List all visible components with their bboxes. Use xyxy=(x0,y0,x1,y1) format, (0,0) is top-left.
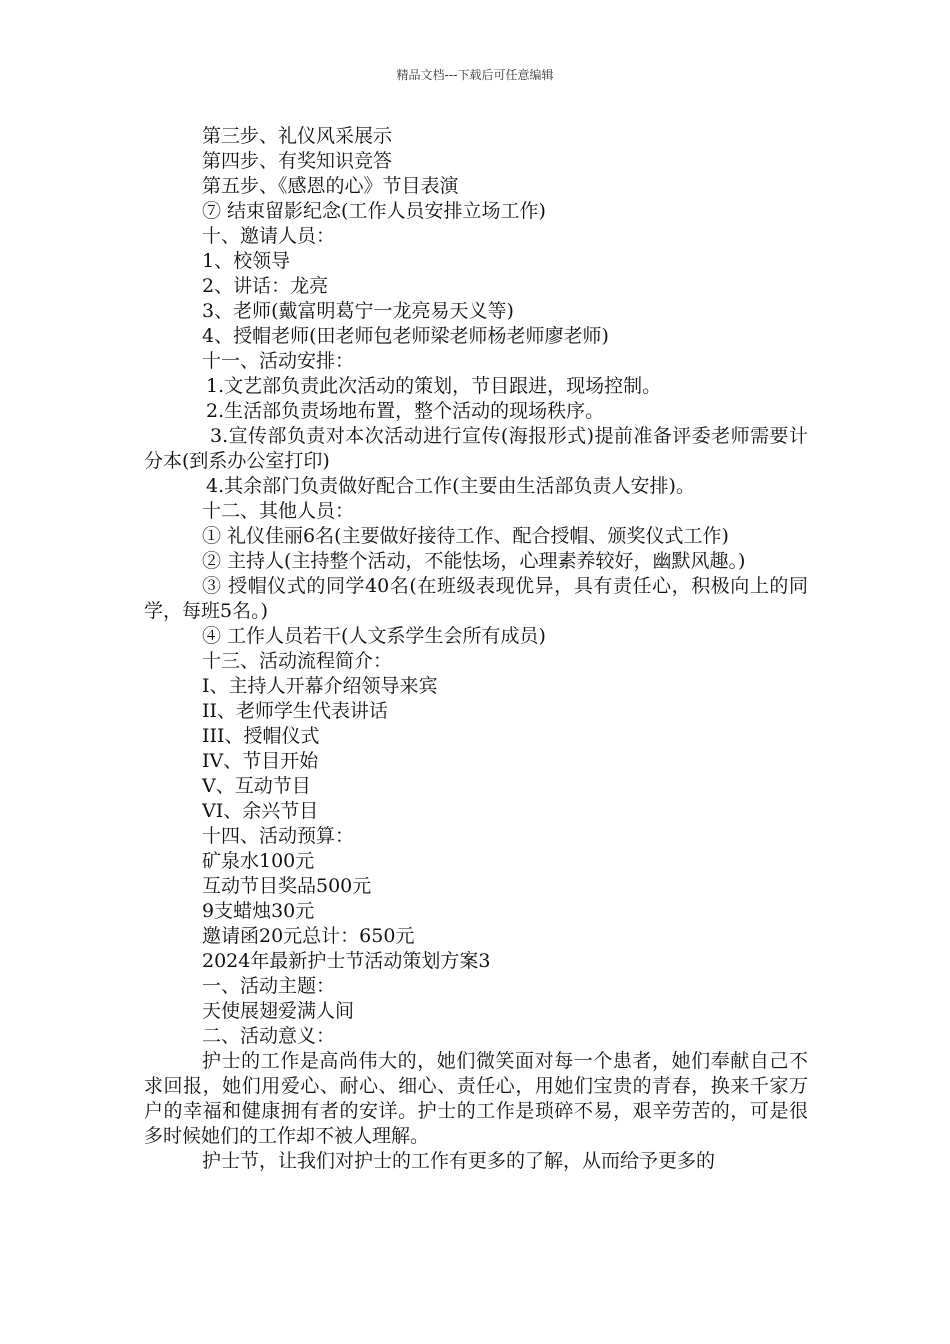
text-line: 二、活动意义： xyxy=(202,1025,336,1047)
text-line: 3.宣传部负责对本次活动进行宣传(海报形式)提前准备评委老师需要计分本(到系办公室打印) xyxy=(144,425,808,472)
text-line: 护士的工作是高尚伟大的，她们微笑面对每一个患者，她们奉献自己不求回报，她们用爱心、耐心、细心、责任心，用她们宝贵的青春，换来千家万户的幸福和健康拥有者的安详。护士的工作是琐碎不易，艰辛劳苦的，可是很多时候她们的工作却不被人理解。 xyxy=(144,1050,808,1147)
text-line: 邀请函20元总计：650元 xyxy=(202,925,415,947)
text-line: 4、授帽老师(田老师包老师梁老师杨老师廖老师) xyxy=(202,325,609,347)
text-line: 1、校领导 xyxy=(202,250,291,272)
text-line: II、老师学生代表讲话 xyxy=(202,700,389,722)
text-line: 十四、活动预算： xyxy=(202,825,355,847)
text-line: 第四步、有奖知识竞答 xyxy=(202,150,393,172)
text-line: 2.生活部负责场地布置，整个活动的现场秩序。 xyxy=(206,400,605,422)
text-line: V、互动节目 xyxy=(202,775,311,797)
text-line: 互动节目奖品500元 xyxy=(202,875,372,897)
text-line: 9支蜡烛30元 xyxy=(202,900,315,922)
text-line: 十一、活动安排： xyxy=(202,350,355,372)
text-line: ⑦ 结束留影纪念(工作人员安排立场工作) xyxy=(202,200,546,222)
text-line: 十三、活动流程简介： xyxy=(202,650,393,672)
text-line: 3、老师(戴富明葛宁一龙亮易天义等) xyxy=(202,300,514,322)
text-line: ③ 授帽仪式的同学40名(在班级表现优异，具有责任心，积极向上的同学，每班5名。) xyxy=(144,575,808,622)
text-line: ② 主持人(主持整个活动，不能怯场，心理素养较好，幽默风趣。) xyxy=(202,550,746,572)
text-line: III、授帽仪式 xyxy=(202,725,320,747)
text-line: I、主持人开幕介绍领导来宾 xyxy=(202,675,438,697)
document-body xyxy=(144,124,808,1174)
text-line: ④ 工作人员若干(人文系学生会所有成员) xyxy=(202,625,546,647)
text-line: 2、讲话：龙亮 xyxy=(202,275,329,297)
text-line: 1.文艺部负责此次活动的策划，节目跟进，现场控制。 xyxy=(206,375,662,397)
text-line: ① 礼仪佳丽6名(主要做好接待工作、配合授帽、颁奖仪式工作) xyxy=(202,525,729,547)
text-line: 十、邀请人员： xyxy=(202,225,336,247)
text-line: 护士节，让我们对护士的工作有更多的了解，从而给予更多的 xyxy=(202,1150,716,1172)
text-line: 十二、其他人员： xyxy=(202,500,355,522)
text-line: 天使展翅爱满人间 xyxy=(202,1000,355,1022)
text-line: 第三步、礼仪风采展示 xyxy=(202,125,393,147)
page-header: 精品文档---下载后可任意编辑 xyxy=(396,68,554,82)
text-line: IV、节目开始 xyxy=(202,750,319,772)
text-line: 矿泉水100元 xyxy=(202,850,315,872)
text-line: 2024年最新护士节活动策划方案3 xyxy=(202,950,491,972)
text-line: 第五步、《感恩的心》节目表演 xyxy=(202,175,459,197)
text-line: 4.其余部门负责做好配合工作(主要由生活部负责人安排)。 xyxy=(206,475,695,497)
text-line: 一、活动主题： xyxy=(202,975,336,997)
text-line: VI、余兴节目 xyxy=(202,800,319,822)
